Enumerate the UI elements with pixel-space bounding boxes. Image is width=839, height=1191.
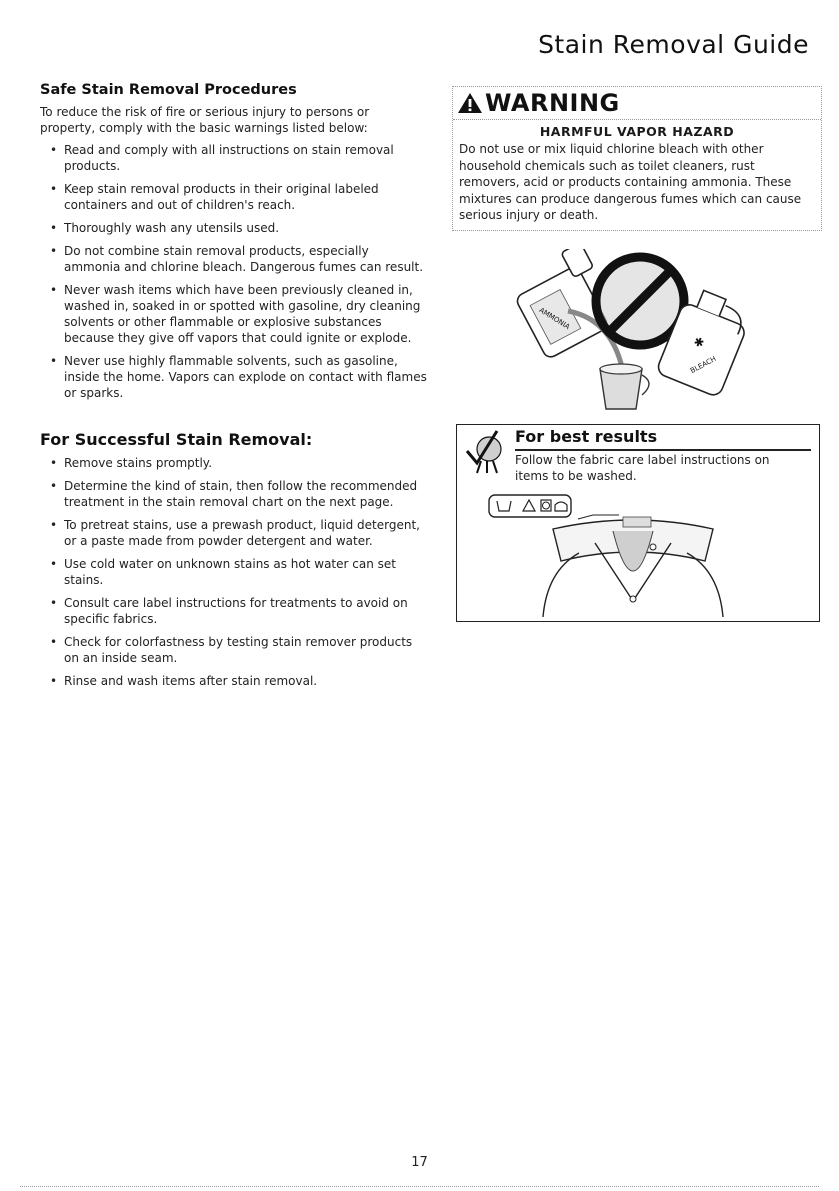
right-column (452, 86, 820, 423)
warning-banner (453, 87, 821, 120)
bullet-icon: • (50, 221, 58, 235)
warning-triangle-icon (457, 92, 483, 114)
bullet-icon: • (50, 518, 58, 532)
list-item: • Determine the kind of stain, then follow the recommended treatment in the stain removal chart on the next page. (50, 479, 418, 509)
warning-text: Do not use or mix liquid chlorine bleach with other household chemicals such as toilet cleaners, rust removers, acid or products containing ammonia. These mixtures can produce dangerous fumes which can cause serious injury or death. (459, 142, 802, 222)
successful-removal-heading: For Successful Stain Removal: (40, 430, 313, 449)
title-divider (515, 449, 811, 451)
left-column (40, 82, 428, 696)
bullet-icon: • (50, 557, 58, 571)
bullet-icon: • (50, 283, 58, 297)
shirt-care-label-illustration (483, 491, 783, 619)
bullet-icon: • (50, 635, 58, 649)
safe-procedures-list (40, 142, 428, 401)
prohibition-icon (596, 257, 684, 345)
list-item: • Rinse and wash items after stain removal. (50, 674, 318, 688)
successful-removal-list (40, 455, 428, 689)
best-results-text: Follow the fabric care label instructions on items to be washed. (515, 453, 770, 483)
list-item: • Use cold water on unknown stains as hot water can set stains. (50, 557, 396, 587)
list-item: • Read and comply with all instructions on stain removal products. (50, 143, 394, 173)
svg-text:✱: ✱ (691, 333, 707, 351)
list-item: • Keep stain removal products in their original labeled containers and out of children's reach. (50, 182, 379, 212)
safe-procedures-heading: Safe Stain Removal Procedures (40, 82, 297, 98)
page-number: 17 (411, 1155, 428, 1170)
bullet-icon: • (50, 143, 58, 157)
page-title: Stain Removal Guide (538, 30, 809, 59)
bullet-icon: • (50, 674, 58, 688)
care-symbols-icon (489, 495, 571, 517)
bullet-icon: • (50, 354, 58, 368)
list-item: • Thoroughly wash any utensils used. (50, 221, 280, 235)
list-item: • Check for colorfastness by testing stain remover products on an inside seam. (50, 635, 413, 665)
warning-word: WARNING (485, 89, 620, 117)
bleach-label: BLEACH (689, 354, 718, 375)
bullet-icon: • (50, 596, 58, 610)
list-item: • Never use highly flammable solvents, such as gasoline, inside the home. Vapors can explode on contact with flames or sparks. (50, 354, 427, 400)
no-mixing-illustration (490, 249, 780, 419)
safe-procedures-intro: To reduce the risk of fire or serious injury to persons or property, comply with the basic warnings listed below: (40, 105, 370, 135)
bullet-icon: • (50, 456, 58, 470)
bullet-icon: • (50, 479, 58, 493)
warning-box (452, 86, 822, 231)
checkmark-badge-icon (463, 429, 513, 475)
bullet-icon: • (50, 244, 58, 258)
list-item: • Consult care label instructions for treatments to avoid on specific fabrics. (50, 596, 408, 626)
best-results-title: For best results (515, 427, 658, 446)
bullet-icon: • (50, 182, 58, 196)
hazard-title: HARMFUL VAPOR HAZARD (539, 124, 735, 139)
list-item: • To pretreat stains, use a prewash product, liquid detergent, or a paste made from powder detergent and water. (50, 518, 420, 548)
list-item: • Never wash items which have been previously cleaned in, washed in, soaked in or spotted with gasoline, dry cleaning solvents or other flammable or explosive substances because they give off vapors that could ignite or explode. (50, 283, 421, 345)
measuring-cup-icon (600, 364, 649, 409)
ammonia-label: AMMONIA (537, 305, 572, 331)
best-results-box (456, 424, 820, 622)
list-item: • Remove stains promptly. (50, 456, 213, 470)
list-item: • Do not combine stain removal products, especially ammonia and chlorine bleach. Dangerous fumes can result. (50, 244, 424, 274)
bottom-divider (20, 1186, 819, 1187)
